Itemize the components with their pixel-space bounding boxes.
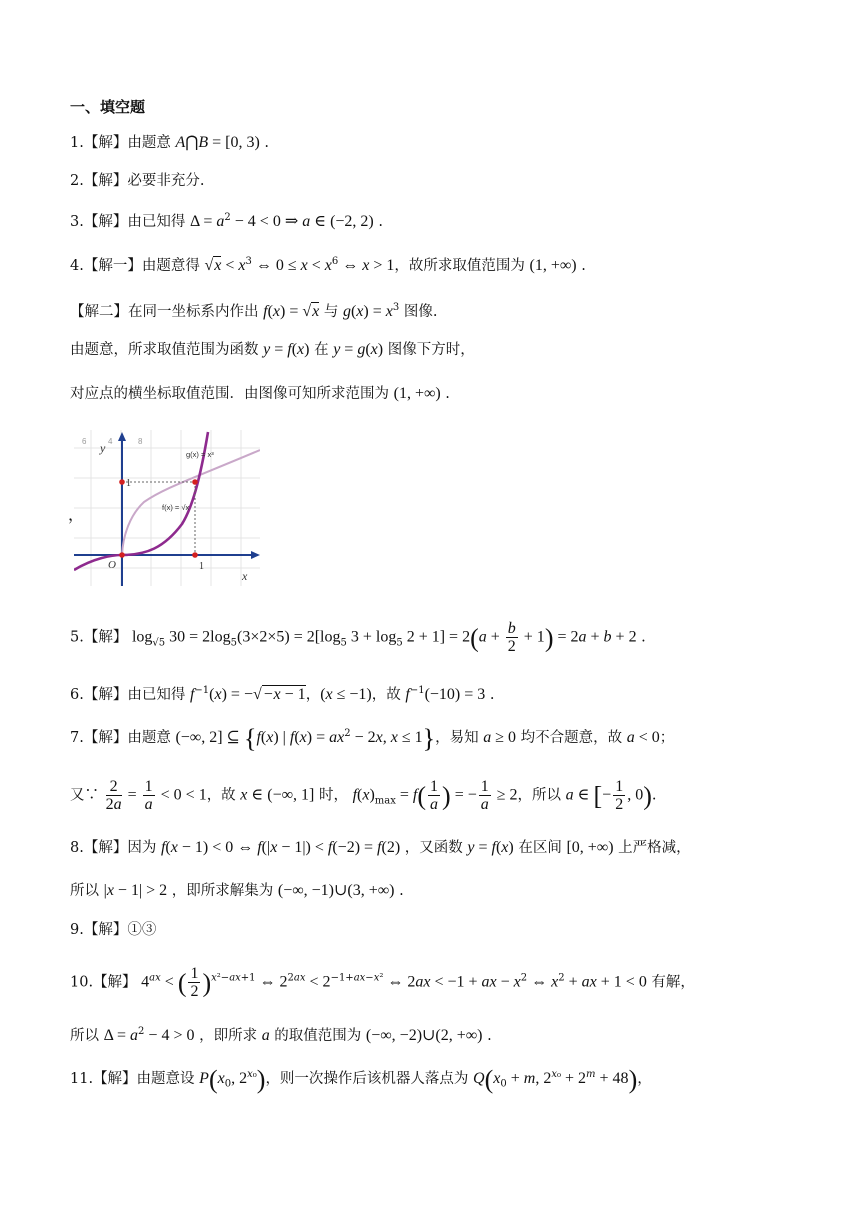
y-axis-label: y <box>100 441 106 455</box>
x-axis-arrow-icon <box>251 551 260 559</box>
x-tick-dot <box>192 552 198 558</box>
svg-text:4: 4 <box>108 437 113 446</box>
answer-4-b: 【解二】在同一坐标系内作出 f(x) = √x 与 $g(x) = x^3$ 图像. <box>70 302 438 320</box>
answer-4-d: 对应点的横坐标取值范围．由图像可知所求范围为 (1, +∞) . <box>70 385 450 402</box>
answer-9: 9.【解】①③ <box>70 922 157 938</box>
section-title: 一、填空题 <box>70 98 146 116</box>
svg-text:6: 6 <box>82 437 87 446</box>
answer-3: 3.【解】由已知得 $\Delta = a^2 - 4 < 0$ ⇒ a ∈ (−2, 2) . <box>70 212 383 230</box>
intersection-dot <box>192 479 198 485</box>
answer-8-b: 所以 |x − 1| > 2 ，即所求解集为 (−∞, −1)∪(3, +∞) . <box>70 882 404 899</box>
answer-1: 1.【解】由题意 A⋂B = [0, 3) . <box>70 134 270 151</box>
g-curve-label: g(x) = x³ <box>186 450 214 459</box>
answer-4-a: 4.【解一】由题意得 $√x < x^3$ ⇔ $0 \le x < x^6$ ⇔ x > 1，故所求取值范围为 (1, +∞) . <box>70 256 586 274</box>
answer-4-c: 由题意，所求取值范围为函数 y = f(x) 在 y = g(x) 图像下方时， <box>70 341 475 358</box>
answer-2: 2.【解】必要非充分. <box>70 173 205 189</box>
svg-text:8: 8 <box>138 437 143 446</box>
function-graph <box>74 430 260 586</box>
answer-10-a: 10.【解】 $4^{ax}$ < ( $\frac{1}{2}$ )$^{x^2-ax+1}$ ⇔ $2^{2ax} < 2^{-1+ax-x^2}$ ⇔ 2ax < −1 + ax − $x^2$ ⇔ $x^2$ + ax + 1 < 0 有解， <box>70 965 695 1000</box>
answer-7-a: 7.【解】由题意 (−∞, 2] ⊆ {f(x) | $f(x) = ax^2 - 2x$, x ≤ 1}，易知 a ≥ 0 均不合题意，故 a < 0； <box>70 723 675 753</box>
answer-7-b: 又∵ $\frac{2}{2a}$ = $\frac{1}{a}$ < 0 < 1，故 x ∈ (−∞, 1] 时， $f(x)_{max} = f$( $\frac{1}{a}$ ) = − $\frac{1}{a}$ ≥ 2，所以 a ∈ [− $\frac{1}{2}$ , 0). <box>70 778 657 813</box>
answer-6: 6.【解】由已知得 $f^{-1}(x) = -√-x - 1$，(x ≤ −1)，故 $f^{-1}(-10) = 3$ . <box>70 685 495 703</box>
x-axis-label: x <box>242 569 248 583</box>
origin-label: O <box>108 559 116 571</box>
y-tick-label: 1 <box>126 478 131 489</box>
answer-8-a: 8.【解】因为 f(x − 1) < 0 ⇔ f(|x − 1|) < f(−2) = f(2) ，又函数 y = f(x) 在区间 [0, +∞) 上严格减， <box>70 839 691 856</box>
x-tick-label: 1 <box>199 561 204 572</box>
answer-5: 5.【解】 $\log_{√5} 30 = 2\log_5(3\times 2\times 5) = 2[\log_5$ $3 + \log_5 2 + 1] = 2(a$ + $\frac{b}{2}$ + 1) = 2a + b + 2 . <box>70 620 646 655</box>
f-curve-label: f(x) = √x <box>162 503 190 512</box>
y-axis-arrow-icon <box>118 432 126 441</box>
graph-comma: ， <box>68 505 85 524</box>
origin-dot <box>119 552 125 558</box>
y-tick-dot <box>119 479 125 485</box>
answer-11: 11.【解】由题意设 $P(x_0$, $2^{x_0}$)，则一次操作后该机器人落点为 $Q(x_0 + m$, $2^{x_0} + 2^m + 48$)， <box>70 1064 652 1094</box>
answer-10-b: 所以 $\Delta = a^2 - 4 > 0$ ，即所求 a 的取值范围为 (−∞, −2)∪(2, +∞) . <box>70 1026 492 1044</box>
